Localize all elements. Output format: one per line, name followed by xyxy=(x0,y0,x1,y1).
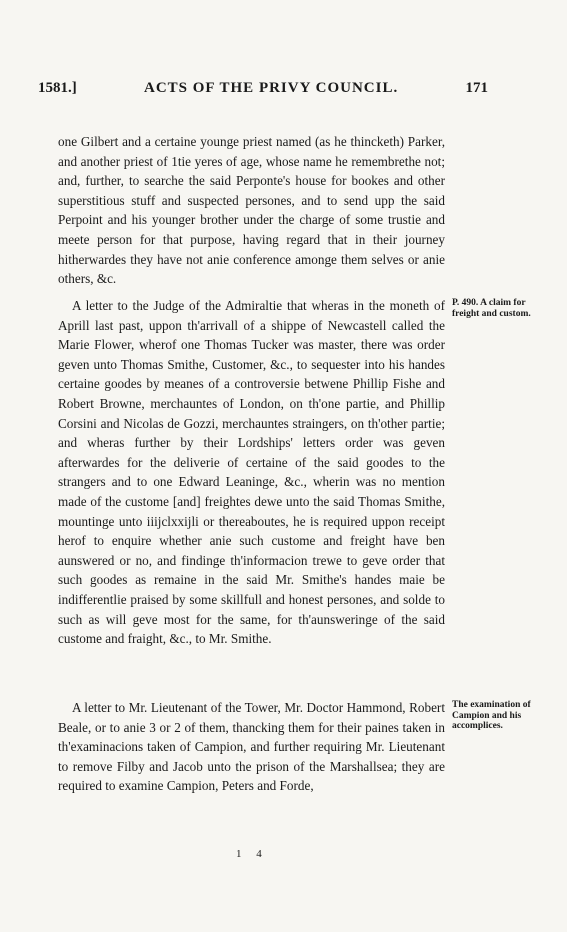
paragraph-text: A letter to the Judge of the Admiraltie that wheras in the moneth of Aprill last past, uppon th'arrivall of a shippe of Newcastell called the Marie Flower, wherof one Thomas Tucker was master, there was order geven unto Thomas Smithe, Customer, &c., to sequester into his handes certaine goodes by meanes of a controversie betwene Phillip Fishe and Robert Browne, merchauntes of London, on th'one partie, and Phillip Corsini and Nicolas de Gozzi, merchauntes straingers, on th'other partie; and wheras further by their Lordships' letters order was geven afterwardes for the deliverie of certaine of the said goodes to the strangers and to one Edward Leaninge, &c., wherin was no mention made of the custome [and] freightes dewe unto the said Thomas Smithe, mountinge unto iiijclxxijli or thereaboutes, he is required uppon receipt herof to enquire whether anie such custome and freight have ben aunswered or no, and findinge th'informacion trewe to geve order that such goodes as remaine in the said Mr. Smithe's handes maie be indifferentlie praised by some skillfull and honest persones, and solde to such as will geve most for the same, for th'aunsweringe of the said custome and fraight, &c., to Mr. Smithe. xyxy=(58,298,445,647)
page-number: 171 xyxy=(465,80,488,96)
signature-mark: 1 4 xyxy=(236,848,268,860)
paragraph-continuation xyxy=(58,132,445,289)
running-header xyxy=(38,80,488,97)
paragraph-text: one Gilbert and a certaine younge priest named (as he thincketh) Parker, and another priest of 1tie yeres of age, whose name he remembrethe not; and, further, to searche the said Perponte's house for bookes and other superstitious stuff and suspected persones, and to send upp the said Perpoint and his younger brother under the charge of some trustie and meete person for that purpose, having regard that in their journey hitherwardes they have not anie conference amonge them selves or anie others, &c. xyxy=(58,134,445,287)
header-year: 1581.] xyxy=(38,80,77,96)
paragraph-text: A letter to Mr. Lieutenant of the Tower, Mr. Doctor Hammond, Robert Beale, or to anie 3 or 2 of them, thancking them for their paines taken in th'examinacions taken of Campion, and further requiring Mr. Lieutenant to remove Filby and Jacob unto the prison of the Marshallsea; they are required to examine Campion, Peters and Forde, xyxy=(58,700,445,794)
margin-note-freight: P. 490. A claim for freight and custom. xyxy=(452,298,531,319)
header-title: ACTS OF THE PRIVY COUNCIL. xyxy=(144,80,399,96)
margin-note-campion: The examination of Campion and his accomplices. xyxy=(452,700,531,731)
paragraph-tower-letter xyxy=(58,698,445,796)
paragraph-admiralty-letter xyxy=(58,296,445,649)
